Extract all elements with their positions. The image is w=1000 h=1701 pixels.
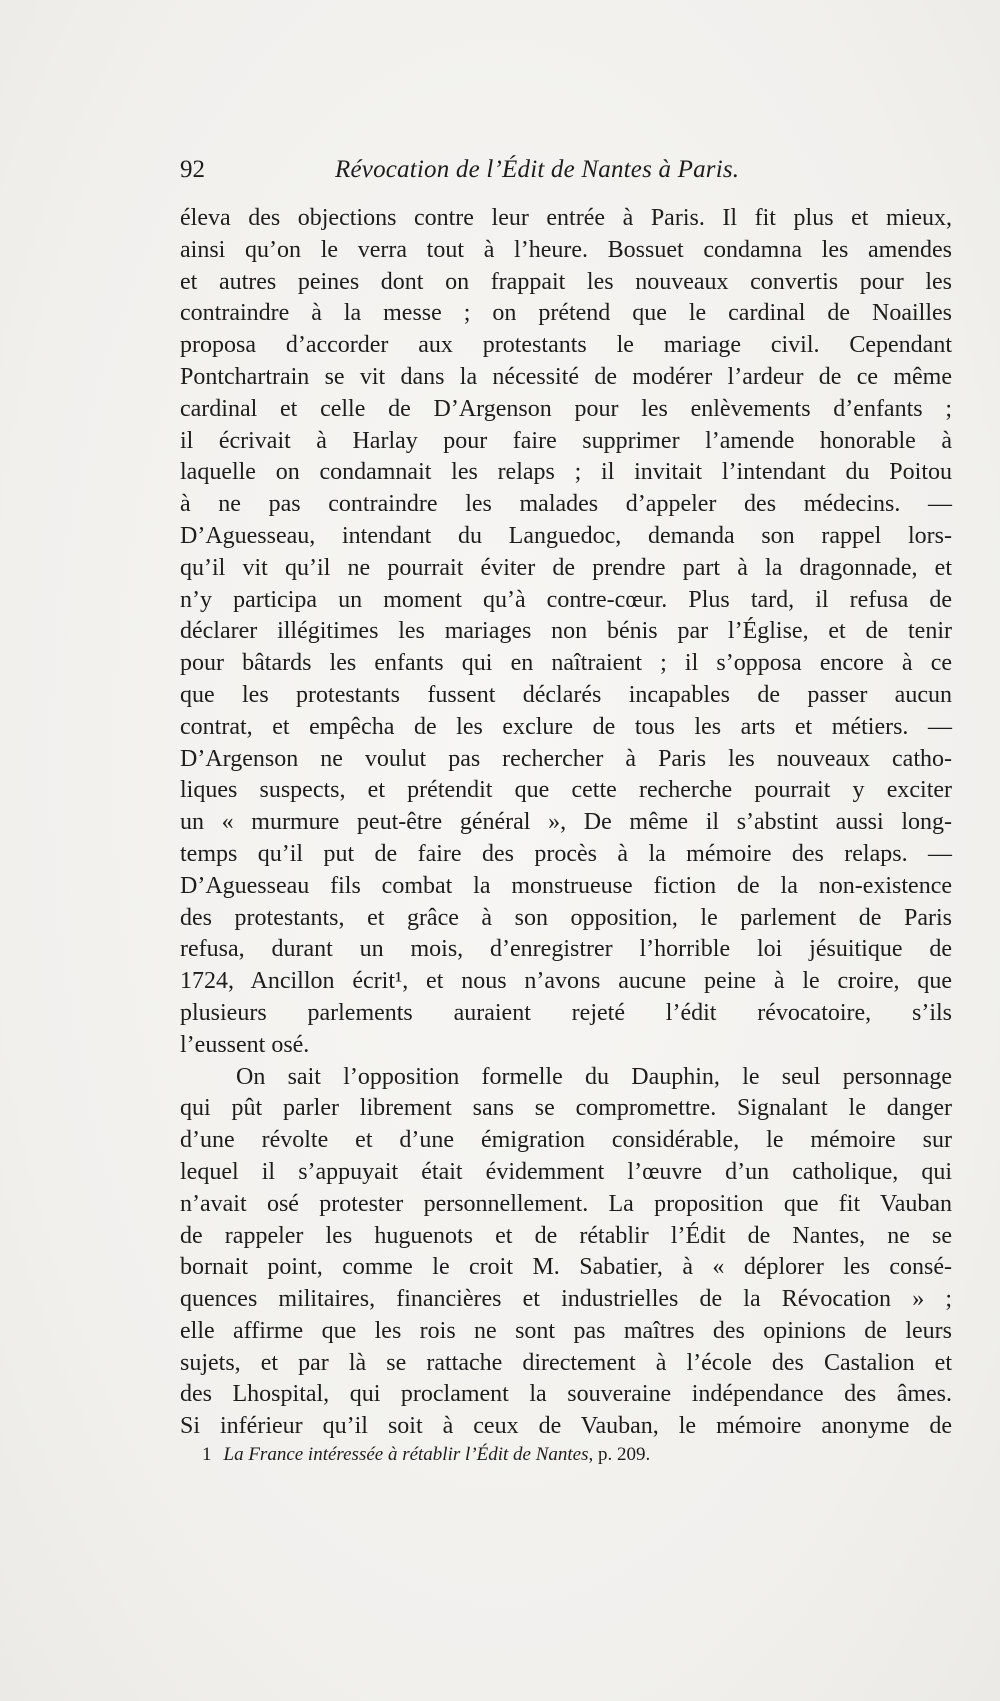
text-line: pour bâtards les enfants qui en naîtraient ; il s’opposa encore à ce xyxy=(180,650,952,677)
text-line: Si inférieur qu’il soit à ceux de Vauban, le mémoire anonyme de xyxy=(180,1413,952,1440)
footnote-mark: 1 xyxy=(202,1444,212,1465)
footnote-page-ref: , p. 209. xyxy=(588,1444,651,1465)
text-line: cardinal et celle de D’Argenson pour les enlèvements d’enfants ; xyxy=(180,395,952,422)
text-line: Pontchartrain se vit dans la nécessité de modérer l’ardeur de ce même xyxy=(180,363,952,390)
running-title: Révocation de l’Édit de Nantes à Paris. xyxy=(335,156,740,183)
text-line: ainsi qu’on le verra tout à l’heure. Bossuet condamna les amendes xyxy=(180,236,952,263)
paragraph-end-line: l’eussent osé. xyxy=(180,1031,310,1058)
text-line: D’Aguesseau fils combat la monstrueuse fiction de la non-existence xyxy=(180,872,952,899)
footnote-title: La France intéressée à rétablir l’Édit de Nantes xyxy=(223,1444,589,1465)
text-line: plusieurs parlements auraient rejeté l’édit révocatoire, s’ils xyxy=(180,999,952,1026)
text-line: qu’il vit qu’il ne pourrait éviter de prendre part à la dragonnade, et xyxy=(180,554,952,581)
text-line: quences militaires, financières et industrielles de la Révocation » ; xyxy=(180,1286,952,1313)
text-line: des protestants, et grâce à son opposition, le parlement de Paris xyxy=(180,904,952,931)
text-line: refusa, durant un mois, d’enregistrer l’horrible loi jésuitique de xyxy=(180,936,952,963)
page-header xyxy=(180,156,800,192)
text-line: contrat, et empêcha de les exclure de tous les arts et métiers. — xyxy=(180,713,952,740)
page-number: 92 xyxy=(180,156,205,183)
text-line: elle affirme que les rois ne sont pas maîtres des opinions de leurs xyxy=(180,1317,952,1344)
text-line: des Lhospital, qui proclament la souveraine indépendance des âmes. xyxy=(180,1381,952,1408)
text-line: éleva des objections contre leur entrée à Paris. Il fit plus et mieux, xyxy=(180,205,952,231)
text-line: contraindre à la messe ; on prétend que le cardinal de Noailles xyxy=(180,300,952,327)
text-line: D’Argenson ne voulut pas rechercher à Paris les nouveaux catho- xyxy=(180,745,952,772)
text-line: laquelle on condamnait les relaps ; il invitait l’intendant du Poitou xyxy=(180,459,952,486)
text-line: n’y participa un moment qu’à contre-cœur. Plus tard, il refusa de xyxy=(180,586,952,613)
text-line: proposa d’accorder aux protestants le mariage civil. Cependant xyxy=(180,332,952,359)
text-line: il écrivait à Harlay pour faire supprimer l’amende honorable à xyxy=(180,427,952,454)
text-line: qui pût parler librement sans se compromettre. Signalant le danger xyxy=(180,1095,952,1122)
footnote xyxy=(202,1444,650,1466)
text-line: un « murmure peut-être général », De même il s’abstint aussi long- xyxy=(180,809,952,836)
text-line: n’avait osé protester personnellement. La proposition que fit Vauban xyxy=(180,1190,952,1217)
body-text xyxy=(180,203,952,1443)
text-line: D’Aguesseau, intendant du Languedoc, demanda son rappel lors- xyxy=(180,522,952,549)
text-line: liques suspects, et prétendit que cette recherche pourrait y exciter xyxy=(180,777,952,804)
paragraph-start-line: On sait l’opposition formelle du Dauphin, le seul personnage xyxy=(236,1063,952,1090)
text-line: de rappeler les huguenots et de rétablir l’Édit de Nantes, ne se xyxy=(180,1222,952,1249)
text-line: que les protestants fussent déclarés incapables de passer aucun xyxy=(180,681,952,708)
text-line: temps qu’il put de faire des procès à la mémoire des relaps. — xyxy=(180,840,952,867)
text-line: 1724, Ancillon écrit¹, et nous n’avons aucune peine à le croire, que xyxy=(180,968,952,995)
text-line: déclarer illégitimes les mariages non bénis par l’Église, et de tenir xyxy=(180,618,952,645)
text-line: lequel il s’appuyait était évidemment l’œuvre d’un catholique, qui xyxy=(180,1158,952,1185)
text-line: d’une révolte et d’une émigration considérable, le mémoire sur xyxy=(180,1127,952,1154)
text-line: bornait point, comme le croit M. Sabatier, à « déplorer les consé- xyxy=(180,1254,952,1281)
text-line: sujets, et par là se rattache directement à l’école des Castalion et xyxy=(180,1349,952,1376)
text-line: à ne pas contraindre les malades d’appeler des médecins. — xyxy=(180,491,952,518)
text-line: et autres peines dont on frappait les nouveaux convertis pour les xyxy=(180,268,952,295)
